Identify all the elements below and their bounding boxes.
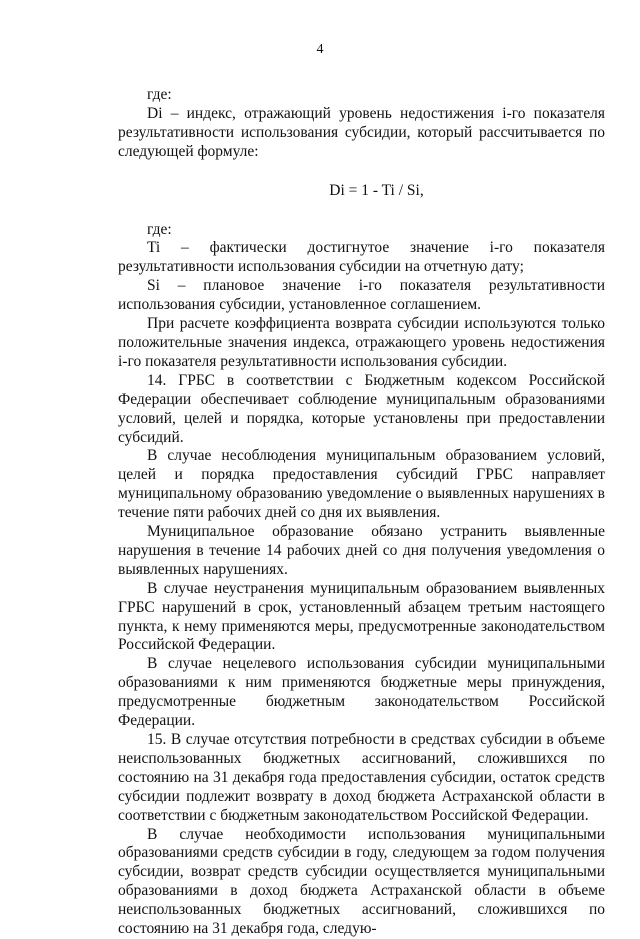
paragraph-where-1: где: — [147, 86, 172, 103]
formula: Di = 1 - Ti / Si, — [329, 181, 424, 199]
paragraph-remedy-deadline: Муниципальное образование обязано устранить выявленные нарушения в течение 14 рабочих дней со дня получения уведомления о выявленных нарушениях. — [118, 523, 605, 578]
paragraph-di-definition: Di – индекс, отражающий уровень недостижения i-го показателя результативности использования субсидии, который рассчитывается по следующей формуле: — [118, 104, 605, 160]
paragraph-next-year-use: В случае необходимости использования муниципальными образованиями средств субсидии в году, следующем за годом получения субсидии, возврат средств субсидии осуществляется муниципальными образованиями в доход бюджета Астраханской области в объеме неиспользованных бюджетных ассигнований, сложившихся по состоянию на 31 декабря года, следую- — [118, 825, 605, 938]
paragraph-item-14: 14. ГРБС в соответствии с Бюджетным кодексом Российской Федерации обеспечивает соблюдение муниципальным образованиями условий, целей и порядка, которые установлены при предоставлении субсидий. — [118, 371, 605, 446]
paragraph-misuse: В случае нецелевого использования субсидии муниципальными образованиями к ним применяются бюджетные меры принуждения, предусмотренные бюджетным законодательством Российской Федерации. — [118, 655, 605, 730]
paragraph-ti-definition: Ti – фактически достигнутое значение i-го показателя результативности использования субсидии на отчетную дату; — [118, 239, 605, 276]
paragraph-item-15: 15. В случае отсутствия потребности в средствах субсидии в объеме неиспользованных бюджетных ассигнований, сложившихся по состоянию на 31 декабря года предоставления субсидии, остаток средств субсидии подлежит возврату в доход бюджета Астраханской области в соответствии с бюджетным законодательством Российской Федерации. — [118, 731, 605, 824]
paragraph-violation-notice: В случае несоблюдения муниципальным образованием условий, целей и порядка предоставления субсидий ГРБС направляет муниципальному образованию уведомление о выявленных нарушениях в течение пяти рабочих дней со дня их выявления. — [118, 447, 605, 522]
page-number: 4 — [316, 42, 324, 57]
paragraph-si-definition: Si – плановое значение i-го показателя результативности использования субсидии, установленное соглашением. — [118, 277, 605, 314]
paragraph-where-2: где: — [147, 220, 172, 238]
document-body — [118, 86, 605, 939]
paragraph-non-remedy: В случае неустранения муниципальным образованием выявленных ГРБС нарушений в срок, установленный абзацем третьим настоящего пункта, к нему применяются меры, предусмотренные законодательством Российской Федерации. — [118, 579, 605, 654]
paragraph-coefficient: При расчете коэффициента возврата субсидии используются только положительные значения индекса, отражающего уровень недостижения i-го показателя результативности использования субсидии. — [118, 315, 605, 370]
